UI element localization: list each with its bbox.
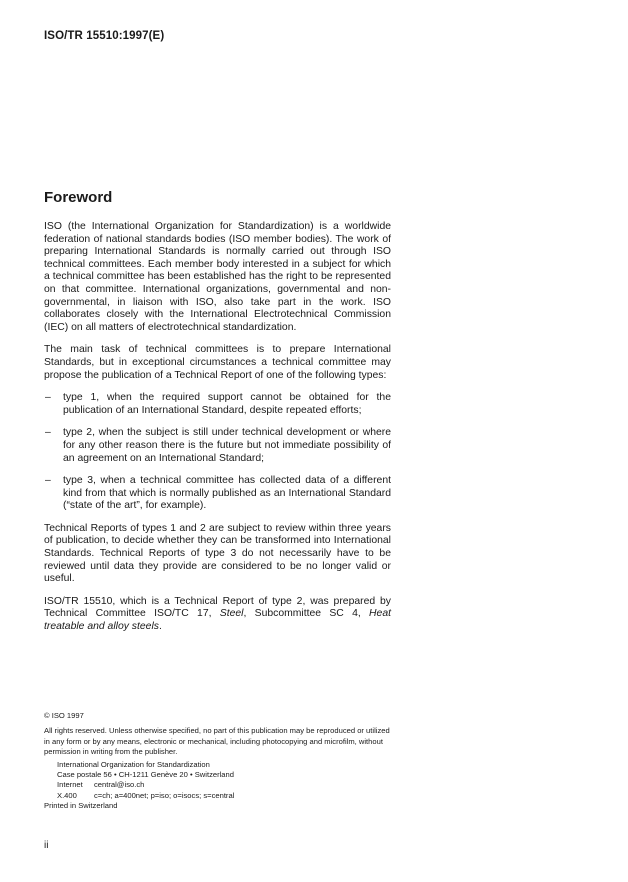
- internet-line: [57, 780, 391, 790]
- organization-name: International Organization for Standardization: [57, 759, 210, 769]
- page-title: Foreword: [44, 189, 113, 206]
- document-id: ISO/TR 15510:1997(E): [44, 30, 165, 42]
- page-number: ii: [44, 840, 49, 851]
- report-types-list: [44, 392, 391, 513]
- list-item: [44, 427, 391, 465]
- list-item: [44, 475, 391, 513]
- rights-statement: All rights reserved. Unless otherwise specified, no part of this publication may be reproduced or utilized in any form or by any means, electronic or mechanical, including photocopying and microfilm, without permission in writing from the publisher.: [44, 726, 390, 757]
- internet-label: Internet: [57, 780, 83, 790]
- paragraph-iso-intro: ISO (the International Organization for Standardization) is a worldwide federation of national standards bodies (ISO member bodies). The work of preparing International Standards is normally carried out through ISO technical committees. Each member body interested in a subject for which a technical committee has been established has the right to be represented on that committee. International organizations, governmental and non-governmental, in liaison with ISO, also take part in the work. ISO collaborates closely with the International Electrotechnical Commission (IEC) on all matters of electrotechnical standardization.: [44, 221, 391, 333]
- dash-bullet: –: [45, 392, 51, 404]
- list-item-text: type 2, when the subject is still under technical development or where for any other reason there is the future but not immediate possibility of an agreement on an International Standard;: [63, 427, 391, 464]
- subcommittee-name: Heat treatable and alloy steels: [44, 608, 391, 633]
- dash-bullet: –: [45, 475, 51, 487]
- legal-notice: [44, 711, 391, 812]
- internet-value: central@iso.ch: [94, 780, 145, 790]
- list-item-text: type 1, when the required support cannot be obtained for the publication of an International Standard, despite repeated efforts;: [63, 392, 391, 416]
- address-block: [44, 760, 391, 802]
- printed-in: Printed in Switzerland: [44, 801, 118, 811]
- committee-name: Steel: [219, 608, 244, 620]
- preparation-text: ISO/TR 15510, which is a Technical Report of type 2, was prepared by Technical Committee ISO/TC 17,: [44, 595, 391, 620]
- preparation-text: .: [158, 621, 162, 633]
- dash-bullet: –: [45, 427, 51, 439]
- list-item: [44, 392, 391, 417]
- x400-line: [57, 791, 391, 801]
- paragraph-preparation: [44, 596, 391, 634]
- copyright-line: © ISO 1997: [44, 711, 84, 720]
- postal-address: Case postale 56 • CH-1211 Genève 20 • Switzerland: [57, 770, 234, 780]
- paragraph-main-task: The main task of technical committees is to prepare International Standards, but in exceptional circumstances a technical committee may propose the publication of a Technical Report of one of the following types:: [44, 344, 391, 381]
- x400-value: c=ch; a=400net; p=iso; o=isocs; s=central: [94, 790, 235, 800]
- foreword-body: [44, 221, 391, 644]
- x400-label: X.400: [57, 790, 77, 800]
- preparation-text: , Subcommittee SC 4,: [243, 608, 370, 620]
- paragraph-review: Technical Reports of types 1 and 2 are subject to review within three years of publication, to decide whether they can be transformed into International Standards. Technical Reports of type 3 do not necessarily have to be reviewed until data they provide are considered to be no longer valid or useful.: [44, 522, 391, 585]
- list-item-text: type 3, when a technical committee has collected data of a different kind from that which is normally published as an International Standard (“state of the art”, for example).: [63, 475, 391, 512]
